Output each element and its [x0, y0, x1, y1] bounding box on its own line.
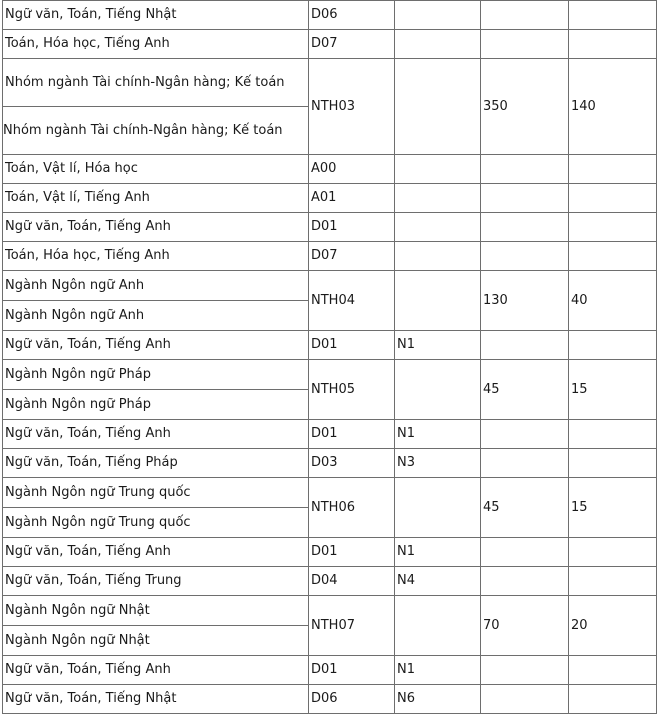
quota-cell [481, 449, 569, 478]
quota-alt-cell [569, 567, 657, 596]
code-cell: D04 [309, 567, 395, 596]
code-cell: D01 [309, 538, 395, 567]
quota-alt-cell [569, 331, 657, 360]
program-name: Ngành Ngôn ngữ Pháp [5, 367, 152, 382]
subject-combo-cell: Ngữ văn, Toán, Tiếng Trung [3, 567, 309, 596]
table-row [3, 449, 657, 478]
subject-combo-cell: Toán, Hóa học, Tiếng Anh [3, 242, 309, 271]
table-row [3, 567, 657, 596]
code-cell: A00 [309, 155, 395, 184]
subcode-cell [395, 213, 481, 242]
subcode-cell [395, 30, 481, 59]
subject-combo-cell: Toán, Vật lí, Hóa học [3, 155, 309, 184]
quota-cell: 45 [481, 360, 569, 420]
quota-alt-cell: 140 [569, 59, 657, 155]
subcode-cell: N1 [395, 656, 481, 685]
table-row [3, 538, 657, 567]
program-name: Ngành Ngôn ngữ Pháp [3, 389, 308, 419]
code-cell: A01 [309, 184, 395, 213]
program-name-cell [3, 59, 309, 155]
table-row [3, 242, 657, 271]
quota-alt-cell: 15 [569, 360, 657, 420]
table-group-row [3, 478, 657, 538]
quota-alt-cell [569, 242, 657, 271]
code-cell: D07 [309, 30, 395, 59]
subject-combo-cell: Toán, Vật lí, Tiếng Anh [3, 184, 309, 213]
code-cell: D03 [309, 449, 395, 478]
quota-cell: 45 [481, 478, 569, 538]
code-cell: NTH05 [309, 360, 395, 420]
table-group-row [3, 59, 657, 155]
subject-combo-cell: Ngữ văn, Toán, Tiếng Anh [3, 213, 309, 242]
subject-combo-cell: Ngữ văn, Toán, Tiếng Anh [3, 656, 309, 685]
code-cell: D01 [309, 213, 395, 242]
quota-cell [481, 184, 569, 213]
table-row [3, 331, 657, 360]
subject-combo-cell: Ngữ văn, Toán, Tiếng Anh [3, 420, 309, 449]
quota-alt-cell [569, 213, 657, 242]
quota-alt-cell [569, 155, 657, 184]
admissions-table [2, 0, 657, 714]
code-cell: D06 [309, 685, 395, 714]
subject-combo-cell: Ngữ văn, Toán, Tiếng Pháp [3, 449, 309, 478]
quota-cell: 350 [481, 59, 569, 155]
subcode-cell [395, 242, 481, 271]
quota-cell [481, 685, 569, 714]
subcode-cell [395, 596, 481, 656]
subcode-cell: N3 [395, 449, 481, 478]
table-group-row [3, 271, 657, 331]
quota-cell [481, 567, 569, 596]
subcode-cell [395, 360, 481, 420]
quota-cell [481, 1, 569, 30]
table-row [3, 656, 657, 685]
quota-alt-cell [569, 685, 657, 714]
subject-combo-cell: Ngữ văn, Toán, Tiếng Anh [3, 538, 309, 567]
quota-cell [481, 420, 569, 449]
program-name-cell [3, 478, 309, 538]
quota-alt-cell: 20 [569, 596, 657, 656]
quota-cell [481, 656, 569, 685]
admissions-table-body [3, 1, 657, 714]
table-row [3, 420, 657, 449]
quota-cell: 70 [481, 596, 569, 656]
subject-combo-cell: Ngữ văn, Toán, Tiếng Nhật [3, 685, 309, 714]
program-name: Ngành Ngôn ngữ Trung quốc [5, 485, 191, 500]
program-name: Ngành Ngôn ngữ Nhật [5, 603, 150, 618]
subcode-cell [395, 1, 481, 30]
code-cell: D06 [309, 1, 395, 30]
subcode-cell: N1 [395, 331, 481, 360]
quota-alt-cell [569, 420, 657, 449]
code-cell: D01 [309, 331, 395, 360]
program-name-cell [3, 360, 309, 420]
code-cell: D07 [309, 242, 395, 271]
quota-cell [481, 213, 569, 242]
quota-alt-cell [569, 656, 657, 685]
subcode-cell [395, 184, 481, 213]
subcode-cell: N4 [395, 567, 481, 596]
subject-combo-cell: Toán, Hóa học, Tiếng Anh [3, 30, 309, 59]
code-cell: D01 [309, 420, 395, 449]
code-cell: NTH06 [309, 478, 395, 538]
quota-cell [481, 30, 569, 59]
quota-alt-cell: 15 [569, 478, 657, 538]
subject-combo-cell: Ngữ văn, Toán, Tiếng Nhật [3, 1, 309, 30]
quota-cell [481, 538, 569, 567]
program-name: Nhóm ngành Tài chính-Ngân hàng; Kế toán [5, 75, 285, 90]
subcode-cell [395, 478, 481, 538]
subcode-cell: N6 [395, 685, 481, 714]
program-name: Ngành Ngôn ngữ Anh [5, 278, 145, 293]
quota-cell [481, 155, 569, 184]
code-cell: NTH04 [309, 271, 395, 331]
program-name-cell [3, 271, 309, 331]
table-row [3, 184, 657, 213]
subcode-cell: N1 [395, 420, 481, 449]
program-name: Ngành Ngôn ngữ Nhật [3, 625, 308, 655]
table-row [3, 213, 657, 242]
quota-cell [481, 242, 569, 271]
code-cell: NTH07 [309, 596, 395, 656]
subject-combo-cell: Ngữ văn, Toán, Tiếng Anh [3, 331, 309, 360]
subcode-cell: N1 [395, 538, 481, 567]
quota-alt-cell [569, 538, 657, 567]
table-group-row [3, 360, 657, 420]
program-name: Ngành Ngôn ngữ Anh [3, 300, 308, 330]
table-row [3, 1, 657, 30]
table-row [3, 30, 657, 59]
subcode-cell [395, 271, 481, 331]
subcode-cell [395, 155, 481, 184]
code-cell: D01 [309, 656, 395, 685]
table-row [3, 685, 657, 714]
quota-cell [481, 331, 569, 360]
quota-alt-cell [569, 30, 657, 59]
quota-cell: 130 [481, 271, 569, 331]
program-name-cell [3, 596, 309, 656]
code-cell: NTH03 [309, 59, 395, 155]
quota-alt-cell [569, 184, 657, 213]
quota-alt-cell: 40 [569, 271, 657, 331]
program-name: Nhóm ngành Tài chính-Ngân hàng; Kế toán [3, 106, 309, 154]
table-group-row [3, 596, 657, 656]
table-row [3, 155, 657, 184]
quota-alt-cell [569, 449, 657, 478]
quota-alt-cell [569, 1, 657, 30]
program-name: Ngành Ngôn ngữ Trung quốc [3, 507, 308, 537]
subcode-cell [395, 59, 481, 155]
